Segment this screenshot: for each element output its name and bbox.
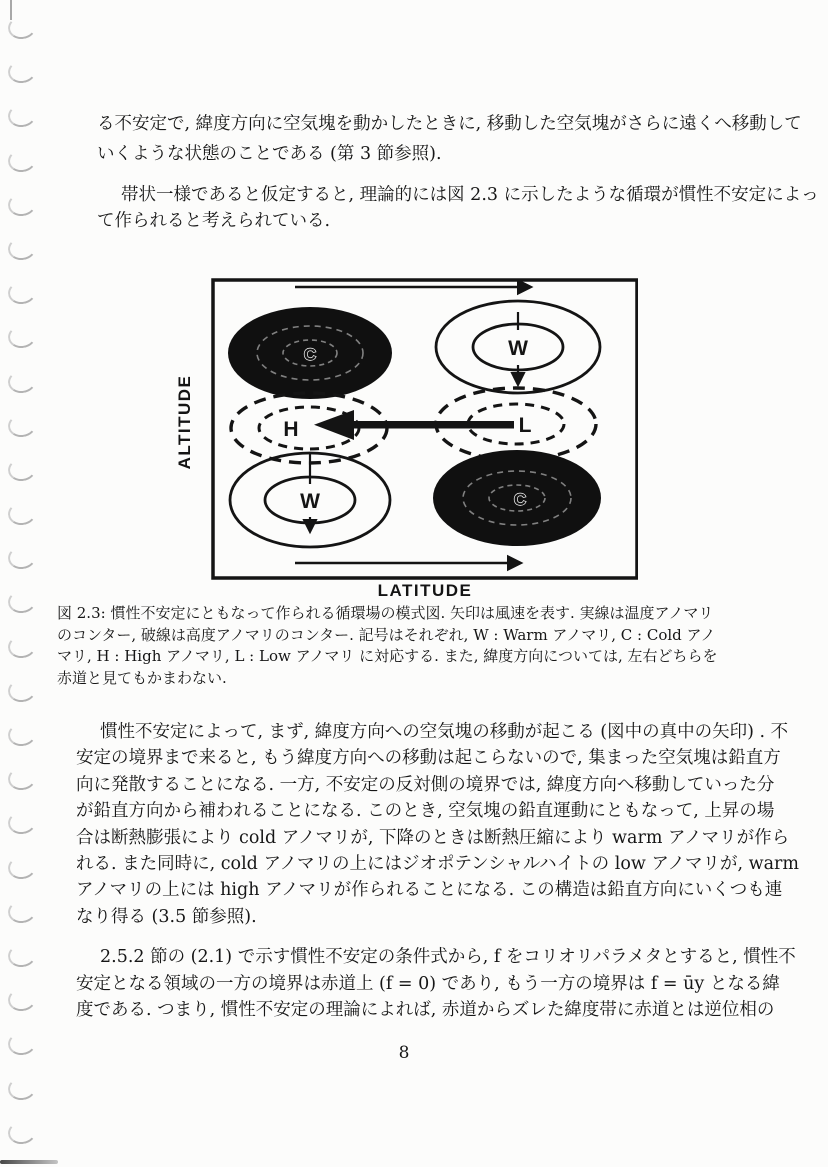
binding-hole	[7, 854, 38, 881]
binding-hole	[7, 191, 38, 218]
text-line: 2.5.2 節の (2.1) で示す慣性不安定の条件式から, f をコリオリパラメタとすると, 慣性不	[100, 947, 796, 967]
binding-hole	[7, 323, 38, 350]
binding-hole	[7, 1030, 38, 1057]
text-line: 安定となる領域の一方の境界は赤道上 (f = 0) であり, もう一方の境界は f = ūy となる緯	[76, 973, 780, 994]
binding-hole	[7, 103, 38, 130]
text-line: いくような状態のことである (第 3 節参照).	[97, 144, 442, 164]
binding-hole	[7, 279, 38, 306]
binding-hole	[7, 721, 38, 748]
binding-hole	[7, 810, 38, 837]
paragraph-3	[76, 719, 799, 930]
warm-anomaly-bottom-left	[230, 453, 390, 547]
caption-line: マリ, H : High アノマリ, L : Low アノマリ に対応する. また, 緯度方向については, 左右どちらを	[57, 647, 718, 666]
caption-line: のコンター, 破線は高度アノマリのコンター. 記号はそれぞれ, W : Warm アノマリ, C : Cold アノ	[57, 625, 716, 644]
text-line: る不安定で, 緯度方向に空気塊を動かしたときに, 移動した空気塊がさらに遠くへ移動して	[97, 114, 802, 134]
text-line: て作られると考えられている.	[97, 211, 331, 231]
binding-hole	[7, 589, 38, 616]
binding-hole	[7, 368, 38, 395]
binding-strip	[8, 16, 48, 1166]
scan-artifact-line	[10, 0, 12, 20]
binding-hole	[7, 986, 38, 1013]
text-line: 度である. つまり, 慣性不安定の理論によれば, 赤道からズレた緯度帯に赤道とは逆位相の	[76, 1000, 775, 1021]
caption-line: 赤道と見てもかまわない.	[57, 668, 227, 687]
latitude-axis-label: LATITUDE	[377, 581, 473, 600]
paragraph-4	[76, 944, 796, 1024]
binding-hole	[7, 633, 38, 660]
paragraph-1	[97, 109, 802, 169]
warm-label: W	[300, 490, 320, 513]
binding-hole	[7, 1119, 38, 1146]
paragraph-2	[97, 182, 819, 234]
cold-anomaly-bottom-right	[433, 450, 601, 546]
figure-caption	[57, 603, 717, 689]
text-line: 合は断熱膨張により cold アノマリが, 下降のときは断熱圧縮により warm アノマリが作ら	[76, 827, 790, 848]
binding-hole	[7, 1075, 38, 1102]
binding-hole	[7, 898, 38, 925]
warm-anomaly-top-right	[436, 301, 600, 393]
binding-hole	[7, 765, 38, 792]
binding-hole	[7, 412, 38, 439]
binding-hole	[7, 235, 38, 262]
figure-2-3	[168, 272, 638, 602]
text-line: 安定の境界まで来ると, もう緯度方向への移動は起こらないので, 集まった空気塊は鉛直方	[76, 748, 781, 769]
binding-hole	[7, 942, 38, 969]
text-line: アノマリの上には high アノマリが作られることになる. この構造は鉛直方向にいくつも連	[76, 880, 783, 901]
meridional-motion-arrow	[314, 410, 514, 440]
circulation-schematic	[168, 272, 638, 602]
page-number: 8	[398, 1043, 410, 1063]
cold-label: C	[513, 490, 527, 509]
cold-anomaly-top-left	[228, 307, 392, 399]
text-line: なり得る (3.5 節参照).	[76, 906, 257, 927]
warm-label: W	[508, 337, 528, 360]
altitude-axis-label: ALTITUDE	[175, 374, 194, 470]
scan-artifact-smudge	[0, 1160, 58, 1164]
binding-hole	[7, 677, 38, 704]
text-line: 慣性不安定によって, まず, 緯度方向への空気塊の移動が起こる (図中の真中の矢印) . 不	[100, 722, 789, 742]
text-line: が鉛直方向から補われることになる. このとき, 空気塊の鉛直運動にともなって, 上昇の場	[76, 801, 775, 822]
cold-label: C	[303, 345, 317, 364]
binding-hole	[7, 500, 38, 527]
binding-hole	[7, 456, 38, 483]
text-line: 向に発散することになる. 一方, 不安定の反対側の境界では, 緯度方向へ移動していった分	[76, 774, 775, 795]
binding-hole	[7, 58, 38, 85]
text-line: れる. また同時に, cold アノマリの上にはジオポテンシャルハイトの low アノマリが, warm	[76, 854, 799, 875]
low-label: L	[518, 414, 532, 437]
binding-hole	[7, 147, 38, 174]
caption-line: 図 2.3: 慣性不安定にともなって作られる循環場の模式図. 矢印は風速を表す. 実線は温度アノマリ	[57, 604, 714, 622]
high-label: H	[283, 418, 299, 441]
binding-hole	[7, 544, 38, 571]
text-line: 帯状一様であると仮定すると, 理論的には図 2.3 に示したような循環が慣性不安定によっ	[121, 185, 819, 205]
